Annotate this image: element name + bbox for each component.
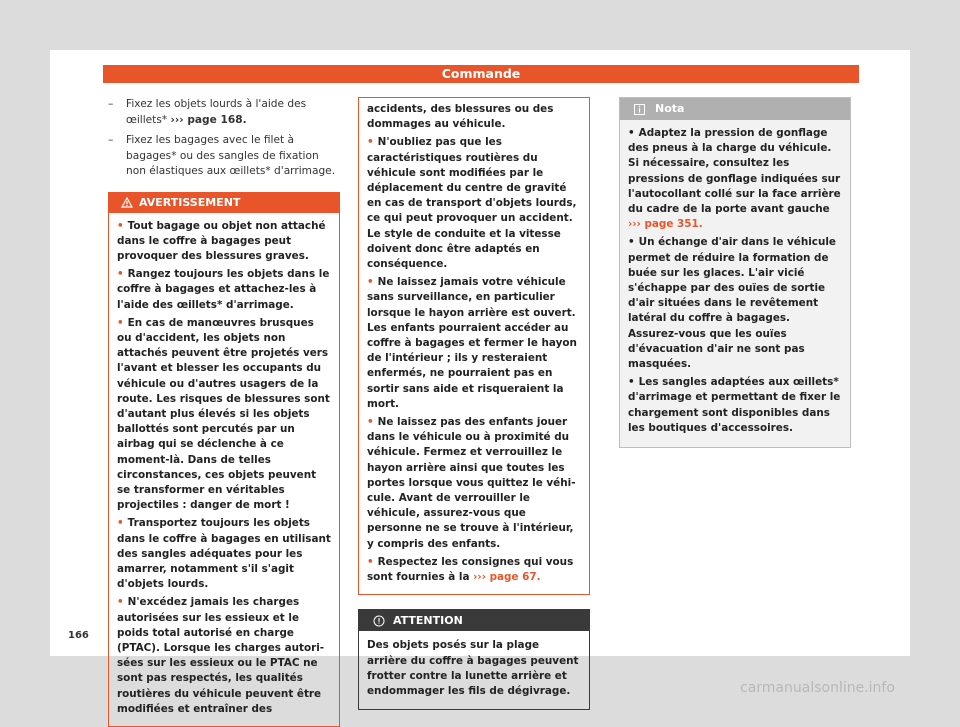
warning-item: • En cas de manœuvres brusques ou d'accident, les objets non attachés peuvent être projetés vers l'avant et blesser les occupants du véhicule ou d'autres usagers de la route. Les risques de blessures sont d'autant plus élevés si les objets ballottés sont percutés par un airbag qui se déclenche à ce moment-là. Dans de telles circonstances, ces objets peuvent se transformer en véritables projectiles : danger de mort ! — [117, 316, 331, 514]
warning-triangle-icon — [121, 197, 133, 208]
page-reference[interactable]: ››› page 351. — [628, 218, 703, 230]
warning-item: • Tout bagage ou objet non attaché dans le coffre à bagages peut provoquer des blessures graves. — [117, 219, 331, 265]
section-header: Commande — [103, 65, 859, 83]
nota-box — [619, 97, 851, 448]
exclamation-circle-icon — [373, 615, 385, 627]
column-2 — [358, 97, 590, 710]
nota-item: • Les sangles adaptées aux œillets* d'arrimage et permettant de fixer le chargement sont disponibles dans les boutiques d'accessoires. — [628, 375, 842, 436]
page-reference[interactable]: ››› page 67. — [473, 571, 540, 583]
warning-box-continued — [358, 97, 590, 595]
nota-item: • Un échange d'air dans le véhicule permet de réduire la formation de buée sur les glaces. L'air vicié s'échappe par des ouïes de sortie d'air situées dans le revêtement latéral du coffre à bagages. Assurez-vous que les ouïes d'évacuation d'air ne sont pas masquées. — [628, 235, 842, 372]
info-icon — [634, 104, 645, 115]
warning-item: • Respectez les consignes qui vous sont fournies à la ››› page 67. — [367, 555, 581, 585]
warning-continued-text: accidents, des blessures ou des dommages au véhicule. — [367, 102, 581, 132]
warning-item: • N'excédez jamais les charges autorisées sur les essieux et le poids total autorisé en charge (PTAC). Lorsque les charges autorisées sur les essieux ou le PTAC ne sont pas respectés, les qualités routières du véhicule peuvent être modifiées et entraîner des — [117, 595, 331, 717]
dash-item: – Fixez les bagages avec le filet à bagages* ou des sangles de fixation non élastiques aux œillets* d'arrimage. — [108, 133, 340, 180]
warning-item: • Ne laissez pas des enfants jouer dans le véhicule ou à proximité du véhicule. Fermez et verrouillez le hayon arrière ainsi que toutes les portes lorsque vous quittez le véhicule. Avant de verrouiller le véhicule, assurez-vous que personne ne se trouve à l'intérieur, y compris des enfants. — [367, 415, 581, 552]
watermark: carmanualsonline.info — [740, 680, 895, 696]
page-reference[interactable]: ››› page 168. — [171, 114, 247, 126]
attention-box — [358, 609, 590, 710]
warning-box — [108, 192, 340, 727]
column-3 — [619, 97, 851, 448]
attention-text: Des objets posés sur la plage arrière du coffre à bagages peuvent frotter contre la lunette arrière et endommager les fils de dégivrage. — [367, 638, 581, 699]
nota-item: • Adaptez la pression de gonflage des pneus à la charge du véhicule. Si nécessaire, consultez les pressions de gonflage indiquées sur l'autocollant collé sur la face arrière du cadre de la porte avant gauche ››› page 351. — [628, 126, 842, 232]
warning-item: • Ne laissez jamais votre véhicule sans surveillance, en particulier lorsque le hayon arrière est ouvert. Les enfants pourraient accéder au coffre à bagages et fermer le hayon de l'intérieur ; ils y resteraient enfermés, ne pourraient pas en sortir sans aide et risqueraient la mort. — [367, 275, 581, 412]
warning-header: AVERTISSEMENT — [109, 193, 339, 213]
nota-header: Nota — [620, 98, 850, 120]
column-1 — [108, 97, 340, 727]
warning-item: • Rangez toujours les objets dans le coffre à bagages et attachez-les à l'aide des œillets* d'arrimage. — [117, 267, 331, 313]
dash-item: – Fixez les objets lourds à l'aide des œillets* ››› page 168. — [108, 97, 340, 128]
warning-item: • Transportez toujours les objets dans le coffre à bagages en utilisant des sangles adéquates pour les amarrer, notamment s'il s'agit d'objets lourds. — [117, 516, 331, 592]
manual-page — [50, 50, 910, 656]
warning-item: • N'oubliez pas que les caractéristiques routières du véhicule sont modifiées par le déplacement du centre de gravité en cas de transport d'objets lourds, ce qui peut provoquer un accident. Le style de conduite et la vitesse doivent donc être adaptés en conséquence. — [367, 135, 581, 272]
page-number: 166 — [68, 630, 89, 641]
attention-header: ATTENTION — [359, 610, 589, 631]
